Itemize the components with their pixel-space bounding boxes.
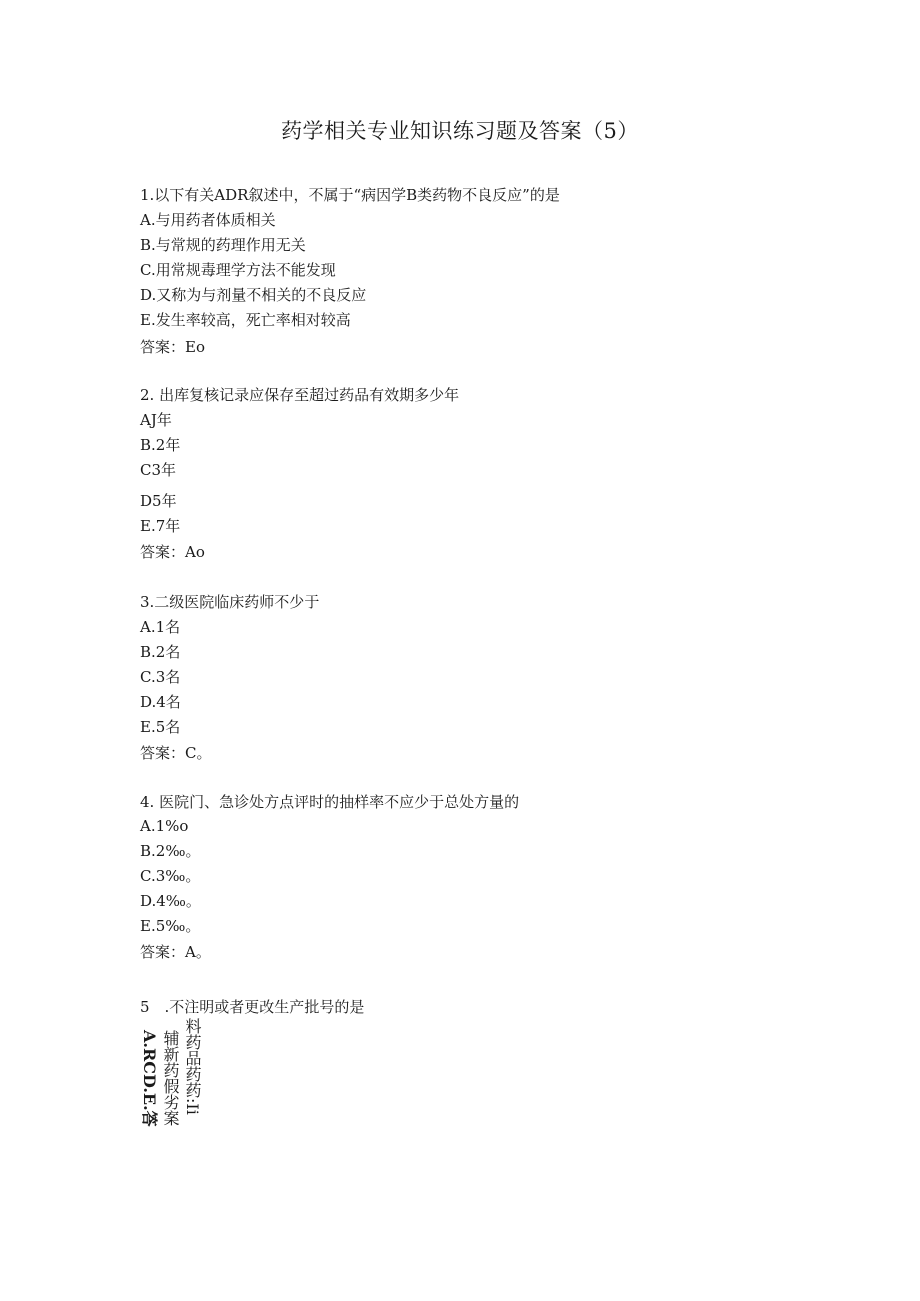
question-3-option-a: A.1名 <box>140 618 181 636</box>
question-2-option-a: AJ年 <box>140 411 172 429</box>
question-3-option-e: E.5名 <box>140 718 181 736</box>
question-3-option-c: C.3名 <box>140 668 181 686</box>
question-4-option-e: E.5‰。 <box>140 917 201 935</box>
page-title: 药学相关专业知识练习题及答案（5） <box>281 119 639 143</box>
question-1-option-d: D.又称为与剂量不相关的不良反应 <box>140 286 367 304</box>
question-4-answer: 答案：A。 <box>140 943 211 961</box>
question-4-option-d: D.4‰。 <box>140 892 201 910</box>
question-4-option-c: C.3‰。 <box>140 867 201 885</box>
question-2-answer: 答案：Ao <box>140 543 205 561</box>
question-1-stem: 1.以下有关ADR叙述中，不属于“病因学B类药物不良反应”的是 <box>140 186 560 204</box>
question-5-vertical-column-3: 料药品药药:Ii <box>183 1018 202 1115</box>
question-4-stem: 4. 医院门、急诊处方点评时的抽样率不应少于总处方量的 <box>140 793 520 811</box>
question-2-option-b: B.2年 <box>140 436 181 454</box>
question-2-stem: 2. 出库复核记录应保存至超过药品有效期多少年 <box>140 386 460 404</box>
question-2-option-c: C3年 <box>140 461 177 479</box>
question-3-stem: 3.二级医院临床药师不少于 <box>140 593 320 611</box>
question-2-option-e: E.7年 <box>140 517 181 535</box>
question-1-option-c: C.用常规毒理学方法不能发现 <box>140 261 336 279</box>
question-5-vertical-column-1: A.RCD.E.答 <box>140 1030 159 1127</box>
question-5-stem: 5 .不注明或者更改生产批号的是 <box>140 998 365 1016</box>
question-3-answer: 答案：C。 <box>140 744 212 762</box>
question-5-vertical-column-2: 辅新药假劣案 <box>161 1030 180 1126</box>
question-1-option-e: E.发生率较高，死亡率相对较高 <box>140 311 351 329</box>
question-1-option-a: A.与用药者体质相关 <box>140 211 276 229</box>
question-3-option-d: D.4名 <box>140 693 181 711</box>
question-3-option-b: B.2名 <box>140 643 181 661</box>
question-2-option-d: D5年 <box>140 492 177 510</box>
question-4-option-a: A.1%o <box>140 817 189 835</box>
question-1-option-b: B.与常规的药理作用无关 <box>140 236 306 254</box>
question-1-answer: 答案：Eo <box>140 338 205 356</box>
question-4-option-b: B.2‰。 <box>140 842 201 860</box>
